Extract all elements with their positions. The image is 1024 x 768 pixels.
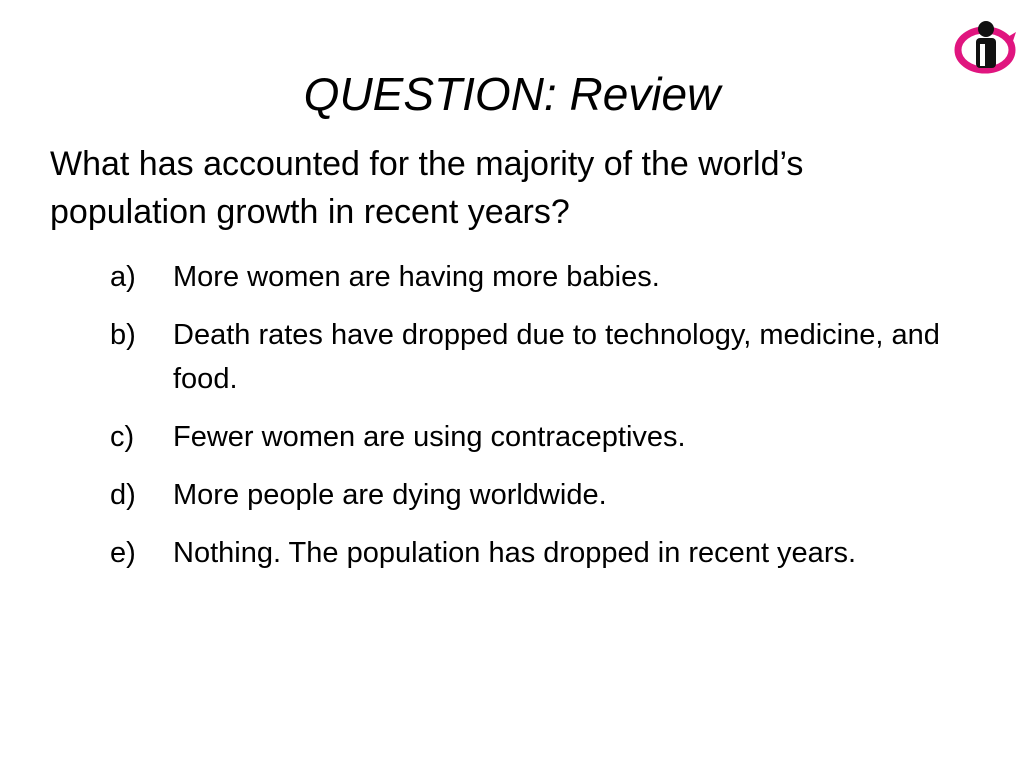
answer-option-a xyxy=(110,255,970,299)
answer-option-d xyxy=(110,473,970,517)
option-text: More people are dying worldwide. xyxy=(173,479,607,511)
option-letter: d) xyxy=(110,479,136,511)
option-text: Fewer women are using contraceptives. xyxy=(173,421,686,453)
answer-option-e xyxy=(110,531,970,575)
page-title: QUESTION: Review xyxy=(303,68,721,120)
option-text: More women are having more babies. xyxy=(173,261,660,293)
question-text: What has accounted for the majority of the world’s population growth in recent years? xyxy=(50,145,804,231)
option-text: Death rates have dropped due to technology, medicine, and food. xyxy=(173,319,940,395)
option-letter: a) xyxy=(110,261,136,293)
option-letter: c) xyxy=(110,421,135,453)
option-letter: e) xyxy=(110,537,136,569)
answer-options-list xyxy=(110,255,970,589)
option-letter: b) xyxy=(110,319,136,351)
option-text: Nothing. The population has dropped in recent years. xyxy=(173,537,857,569)
answer-option-c xyxy=(110,415,970,459)
answer-option-b xyxy=(110,313,970,401)
